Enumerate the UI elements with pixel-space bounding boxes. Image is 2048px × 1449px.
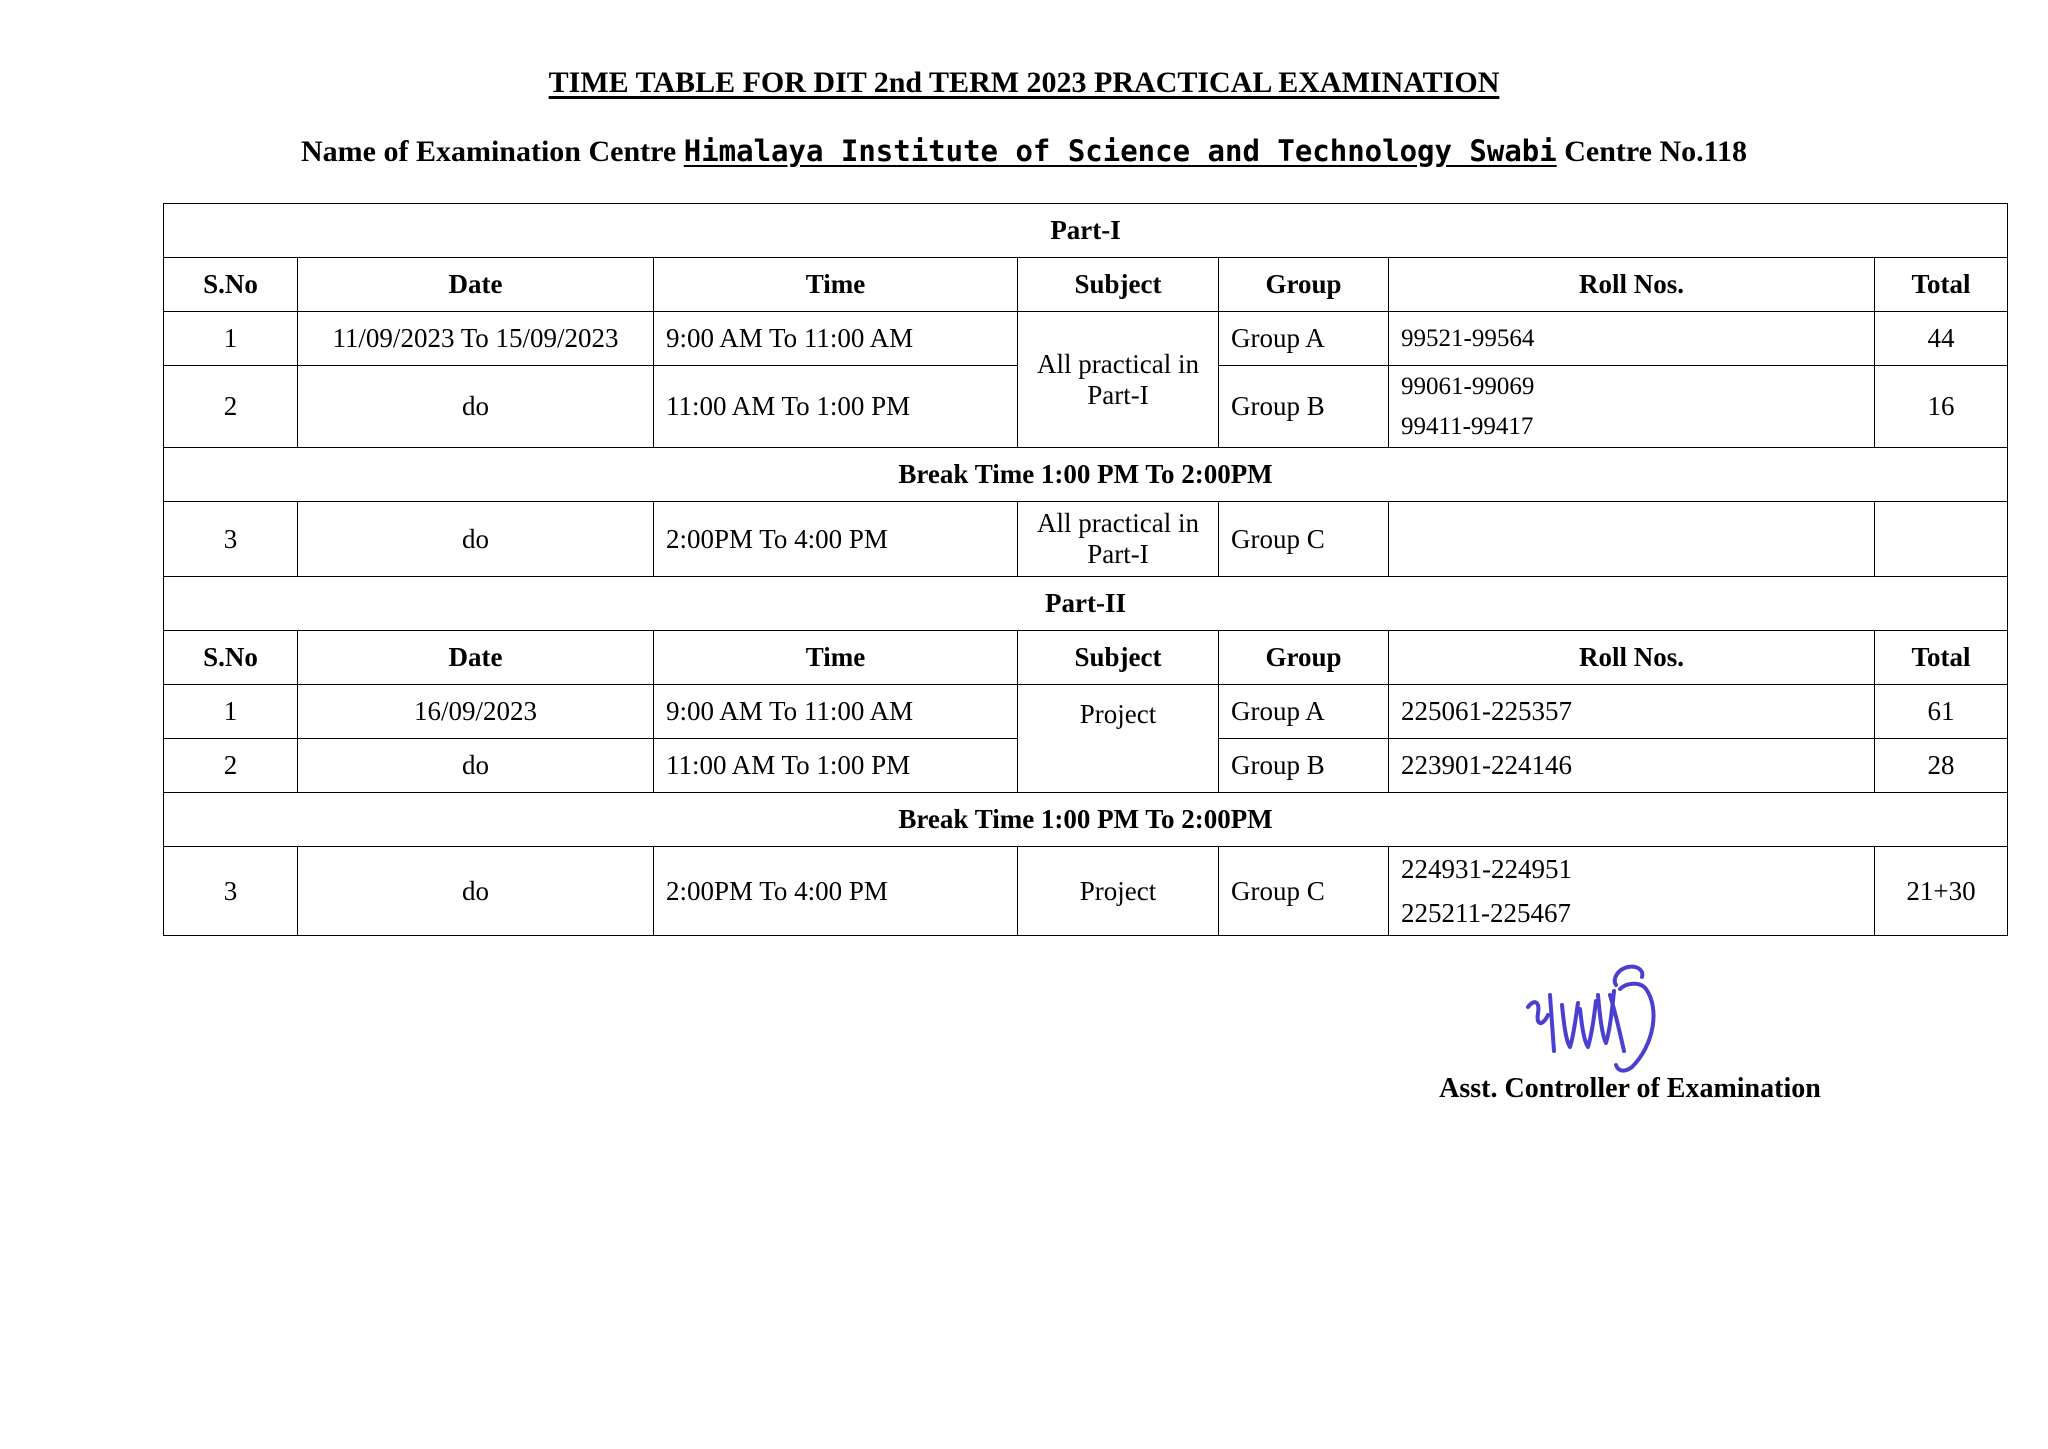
header-roll-nos: Roll Nos.	[1389, 631, 1875, 685]
cell-roll-nos	[1389, 366, 1875, 448]
cell-sno: 2	[164, 739, 298, 793]
centre-name: Himalaya Institute of Science and Technology Swabi	[683, 134, 1557, 168]
header-total: Total	[1875, 631, 2008, 685]
roll-range: 224931-224951	[1401, 854, 1572, 884]
cell-roll-nos	[1389, 847, 1875, 936]
cell-total: 28	[1875, 739, 2008, 793]
header-group: Group	[1219, 631, 1389, 685]
cell-total: 16	[1875, 366, 2008, 448]
cell-date: 11/09/2023 To 15/09/2023	[298, 312, 654, 366]
cell-group: Group A	[1219, 312, 1389, 366]
cell-sno: 1	[164, 685, 298, 739]
cell-time: 9:00 AM To 11:00 AM	[654, 312, 1018, 366]
cell-group: Group C	[1219, 847, 1389, 936]
cell-total	[1875, 502, 2008, 577]
cell-sno: 1	[164, 312, 298, 366]
header-date: Date	[298, 631, 654, 685]
table-row	[164, 312, 2008, 366]
header-time: Time	[654, 631, 1018, 685]
cell-group: Group A	[1219, 685, 1389, 739]
break-time: Break Time 1:00 PM To 2:00PM	[164, 793, 2008, 847]
signature-image	[1520, 955, 1720, 1085]
table-row	[164, 847, 2008, 936]
centre-prefix: Name of Examination Centre	[301, 135, 677, 168]
break-row	[164, 793, 2008, 847]
cell-subject: All practical in Part-I	[1018, 312, 1219, 448]
cell-date: do	[298, 502, 654, 577]
cell-roll-nos: 99521-99564	[1389, 312, 1875, 366]
cell-sno: 3	[164, 502, 298, 577]
part1-column-headers	[164, 258, 2008, 312]
cell-total: 61	[1875, 685, 2008, 739]
cell-roll-nos	[1389, 502, 1875, 577]
cell-time: 11:00 AM To 1:00 PM	[654, 366, 1018, 448]
cell-date: 16/09/2023	[298, 685, 654, 739]
document-title: TIME TABLE FOR DIT 2nd TERM 2023 PRACTICAL EXAMINATION	[548, 66, 1500, 99]
header-sno: S.No	[164, 258, 298, 312]
cell-group: Group B	[1219, 366, 1389, 448]
signature-ink	[1528, 967, 1654, 1071]
cell-subject: All practical in Part-I	[1018, 502, 1219, 577]
cell-date: do	[298, 366, 654, 448]
centre-number: Centre No.118	[1564, 135, 1747, 168]
roll-range: 225211-225467	[1401, 898, 1571, 928]
timetable	[163, 203, 2008, 936]
cell-time: 9:00 AM To 11:00 AM	[654, 685, 1018, 739]
cell-subject: Project	[1018, 685, 1219, 793]
roll-range: 99061-99069	[1401, 372, 1535, 400]
cell-subject: Project	[1018, 847, 1219, 936]
header-date: Date	[298, 258, 654, 312]
cell-date: do	[298, 739, 654, 793]
examination-centre-line	[0, 134, 2048, 169]
part1-heading-row	[164, 204, 2008, 258]
cell-time: 2:00PM To 4:00 PM	[654, 847, 1018, 936]
part2-heading-row	[164, 577, 2008, 631]
signer-title: Asst. Controller of Examination	[1439, 1073, 1821, 1104]
cell-time: 11:00 AM To 1:00 PM	[654, 739, 1018, 793]
roll-range: 99411-99417	[1401, 412, 1534, 440]
part2-column-headers	[164, 631, 2008, 685]
cell-date: do	[298, 847, 654, 936]
header-group: Group	[1219, 258, 1389, 312]
table-row	[164, 685, 2008, 739]
cell-total: 44	[1875, 312, 2008, 366]
cell-group: Group B	[1219, 739, 1389, 793]
header-total: Total	[1875, 258, 2008, 312]
cell-sno: 3	[164, 847, 298, 936]
part2-heading: Part-II	[164, 577, 2008, 631]
header-sno: S.No	[164, 631, 298, 685]
cell-time: 2:00PM To 4:00 PM	[654, 502, 1018, 577]
header-subject: Subject	[1018, 258, 1219, 312]
header-time: Time	[654, 258, 1018, 312]
header-subject: Subject	[1018, 631, 1219, 685]
cell-group: Group C	[1219, 502, 1389, 577]
break-time: Break Time 1:00 PM To 2:00PM	[164, 448, 2008, 502]
cell-roll-nos: 223901-224146	[1389, 739, 1875, 793]
cell-total: 21+30	[1875, 847, 2008, 936]
part1-heading: Part-I	[164, 204, 2008, 258]
break-row	[164, 448, 2008, 502]
cell-roll-nos: 225061-225357	[1389, 685, 1875, 739]
cell-sno: 2	[164, 366, 298, 448]
table-row	[164, 502, 2008, 577]
header-roll-nos: Roll Nos.	[1389, 258, 1875, 312]
